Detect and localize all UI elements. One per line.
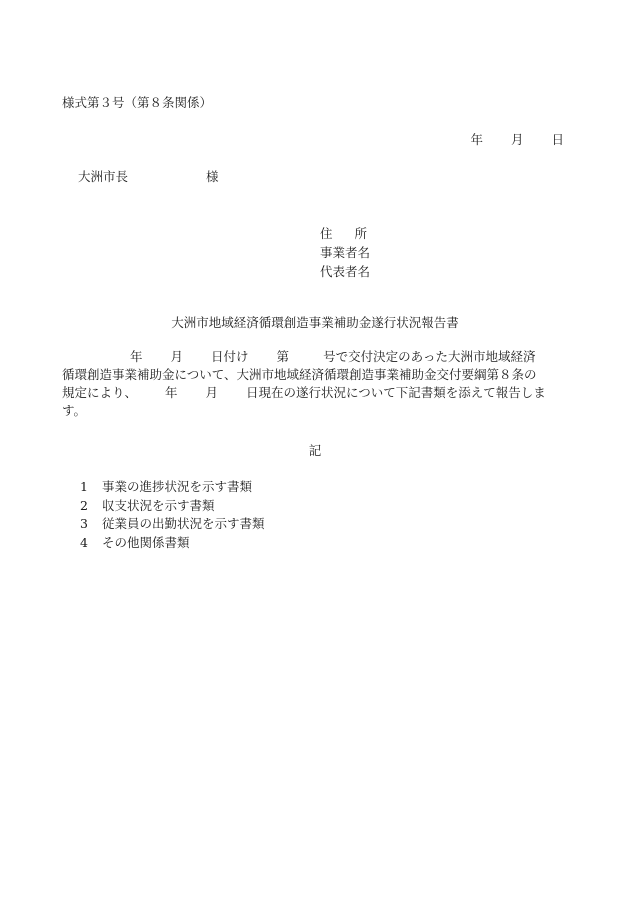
attachment-list xyxy=(80,478,265,552)
document-title: 大洲市地域経済循環創造事業補助金遂行状況報告書 xyxy=(171,315,459,330)
date-day-label: 日 xyxy=(551,132,564,147)
addressee-honorific: 様 xyxy=(206,169,219,184)
ki-heading: 記 xyxy=(308,443,322,458)
sender-representative-label: 代表者名 xyxy=(320,264,371,279)
body-line-4: す。 xyxy=(62,403,87,418)
sender-block xyxy=(320,224,370,281)
body-paragraph xyxy=(62,348,570,420)
sender-business-name-label: 事業者名 xyxy=(320,245,371,260)
attachment-item: 4 その他関係書類 xyxy=(80,534,190,550)
date-year-label: 年 xyxy=(470,132,483,147)
body-line-1: 年 月 日付け 第 号で交付決定のあった大洲市地域経済 xyxy=(130,349,536,364)
body-line-2: 循環創造事業補助金について、大洲市地域経済循環創造事業補助金交付要綱第８条の xyxy=(62,367,537,382)
body-line-3: 規定により、 年 月 日現在の遂行状況について下記書類を添えて報告しま xyxy=(62,385,546,400)
attachment-item: 3 従業員の出勤状況を示す書類 xyxy=(80,516,265,531)
attachment-item: 1 事業の進捗状況を示す書類 xyxy=(80,479,253,494)
attachment-item: 2 収支状況を示す書類 xyxy=(80,497,215,513)
addressee-name: 大洲市長 xyxy=(78,169,129,184)
form-number: 様式第３号（第８条関係） xyxy=(62,95,213,110)
date-month-label: 月 xyxy=(510,132,524,147)
sender-address-label: 住 所 xyxy=(320,226,368,241)
addressee xyxy=(78,168,219,186)
date-line xyxy=(470,131,564,149)
